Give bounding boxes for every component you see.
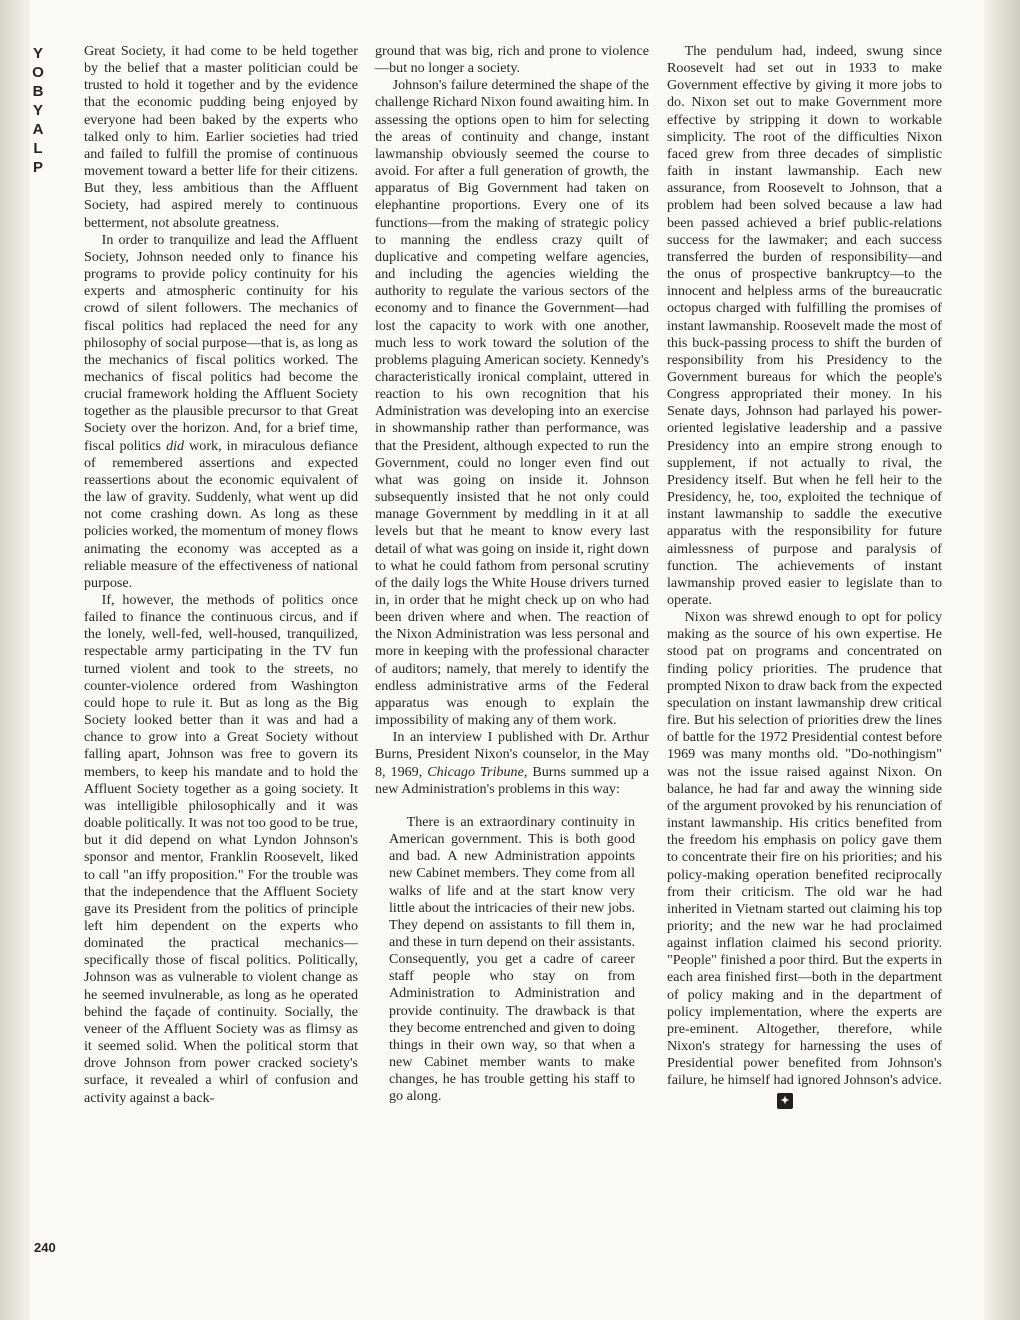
text-run: In order to tranquilize and lead the Affluent Society, Johnson needed only to finance his programs to provide policy continuity for his experts and atmospheric continuity for his crowd of silent followers. The mechanics of fiscal politics had replaced the need for any philosophy of social purpose—that is, as long as the mechanics of fiscal politics worked. The mechanics of fiscal politics had become the crucial framework holding the Affluent Society together as the plausible precursor to that Great Society over the horizon. And, for a brief time, fiscal politics: [84, 231, 358, 454]
page-edge-left: [0, 0, 30, 1320]
paragraph: Great Society, it had come to be held together by the belief that a master politician could be trusted to hold it together and by the evidence that the economic pudding being enjoyed by everyone had been baked by the experts who talked only to him. Earlier societies had tried and failed to fulfill the promise of continuous movement toward a better life for their citizens. But they, less ambitious than the Affluent Society, had aspired merely to continuous betterment, not absolute greatness.: [84, 43, 358, 231]
running-head-letter: Y: [32, 45, 43, 62]
running-head-playboy: [28, 44, 48, 177]
running-head-letter: A: [32, 121, 44, 138]
page-number: 240: [34, 1240, 56, 1255]
page-edge-right: [984, 0, 1020, 1320]
text-column-2: [375, 43, 649, 1106]
italic-publication-title: Chicago Tribune: [427, 763, 524, 780]
text-run: work, in miraculous defiance of remembered assertions and expected reassertions about the economic equivalent of the law of gravity. Suddenly, what went up did not come crashing down. As long as these policies worked, the momentum of money flows animating the economy was accepted as a reliable measure of the effectiveness of national purpose.: [84, 437, 358, 591]
paragraph: ground that was big, rich and prone to violence—but no longer a society.: [375, 43, 649, 77]
text-column-3: [667, 43, 942, 1109]
end-mark-line: [667, 1090, 942, 1109]
paragraph: If, however, the methods of politics once failed to finance the continuous circus, and if the lonely, well-fed, well-housed, tranquilized, respectable army participating in the TV fun turned violent and took to the streets, no counter-violence ordered from Washington could hope to rule it. But as long as the Big Society looked better than it was and had a chance to grow into a Great Society without falling apart, Johnson was free to govern its members, to keep his mandate and to hold the Affluent Society together as a going society. It was intelligible philosophically and it was doable politically. It was not too good to be true, but it did depend on what Lyndon Johnson's sponsor and mentor, Franklin Roosevelt, liked to call "an iffy proposition." For the trouble was that the independence that the Affluent Society gave its President from the politics of principle left him dependent on the experts who dominated the practical mechanics—specifically those of fiscal politics. Politically, Johnson was as vulnerable to violent change as he seemed invulnerable, as long as he operated behind the façade of continuity. Socially, the veneer of the Affluent Society was as flimsy as it seemed solid. When the political storm that drove Johnson from power cracked society's surface, it revealed a whirl of confusion and activity against a back-: [84, 592, 358, 1106]
text-column-1: [84, 43, 358, 1107]
block-quote: There is an extraordinary continuity in American government. This is both good and bad. A new Administration appoints new Cabinet members. They come from all walks of life and at the start know very little about the intricacies of their new jobs. They depend on assistants to fill them in, and these in turn depend on their assistants. Consequently, you get a cadre of career staff people who stay on from Administration to Administration and provide continuity. The drawback is that they become entrenched and given to doing things in their own way, so that when a new Cabinet member wants to make changes, he has trouble getting his staff to go along.: [389, 813, 635, 1105]
running-head-letter: Y: [32, 102, 43, 119]
running-head-letter: L: [33, 140, 43, 157]
running-head-letter: P: [32, 159, 43, 176]
text-run: , Burns summed up a new Administration's problems in this way:: [375, 763, 650, 797]
paragraph: Johnson's failure determined the shape of the challenge Richard Nixon found awaiting him. In assessing the options open to him for selecting the areas of continuity and change, instant lawmanship obviously seemed the course to avoid. For after a full generation of growth, the apparatus of Big Government had taken on elephantine proportions. Every one of its functions—from the making of strategic policy to manning the endless crazy quilt of duplicative and competing welfare agencies, and including the agencies wielding the authority to regulate the various sectors of the economy and to finance the Government—had lost the capacity to work with one another, much less to work toward the solution of the problems plaguing American society. Kennedy's characteristically ironical complaint, uttered in reaction to his own recognition that his Administration was developing into an exercise in showmanship rather than performance, was that the President, although expected to run the Government, could no longer even find out what was going on inside it. Johnson subsequently insisted that he not only could manage Government by meddling in it at all levels but that he meant to know every last detail of what was going on inside it, right down to what he could fathom from personal scrutiny of the daily logs the White House drivers turned in, in order that he might check up on who had been driven where and when. The reaction of the Nixon Administration was less personal and more in keeping with the professional character of auditors; namely, that merely to identify the endless administrative arms of the Federal apparatus was enough to explain the impossibility of making any of them work.: [375, 77, 649, 729]
paragraph: Nixon was shrewd enough to opt for policy making as the source of his own expertise. He stood pat on programs and concentrated on finding policy priorities. The prudence that prompted Nixon to draw back from the expected speculation on instant lawmanship drew critical fire. But his selection of priorities drew the lines of battle for the 1972 Presidential contest before 1969 was many months old. "Do-nothingism" was not the issue raised against Nixon. On balance, he had far and away the winning side of the argument provoked by his renunciation of instant lawmanship. His critics benefited from the freedom his emphasis on policy gave them to concentrate their fire on his priorities; and his policy-making operation benefited reciprocally from their criticism. The old war he had inherited in Vietnam started out claiming his top priority; and the new war he had proclaimed against inflation claimed his second priority. "People" finished a poor third. But the experts in each area finished first—both in the department of policy making and in the department of policy implementation, where the experts are pre-eminent. Altogether, therefore, while Nixon's strategy for harnessing the uses of Presidential power benefited from Johnson's failure, he himself had ignored Johnson's advice.: [667, 609, 942, 1089]
rabbit-head-end-mark-icon: ✦: [777, 1093, 793, 1109]
running-head-letter: B: [32, 83, 44, 100]
running-head-letter: O: [32, 64, 44, 81]
italic-text: did: [166, 437, 185, 454]
paragraph: The pendulum had, indeed, swung since Roosevelt had set out in 1933 to make Government effective by giving it more jobs to do. Nixon set out to make Government more effective by stripping it down to workable simplicity. The root of the difficulties Nixon faced grew from three decades of simplistic faith in instant lawmanship. Each new assurance, from Roosevelt to Johnson, that a problem had been solved because a law had been passed achieved a brief public-relations success for the lawmaker; and each success transferred the burden of responsibility—and the onus of prospective bankruptcy—to the innocent and helpless arms of the bureaucratic octopus charged with fulfilling the promises of instant lawmanship. Roosevelt made the most of this buck-passing process to shift the burden of responsibility from his Presidency to the Government bureaus for which the people's Congress appropriated their money. In his Senate days, Johnson had parlayed his power-oriented legislative leadership and a passive Presidency into an empire strong enough to supplement, if not actually to rival, the Presidency itself. But when he fell heir to the Presidency, he, too, exploited the technique of instant lawmanship to saddle the executive apparatus with the responsibility for future aimlessness of purpose and paralysis of function. The achievements of instant lawmanship proved easier to legislate than to operate.: [667, 43, 942, 608]
paragraph: [375, 729, 649, 798]
text-run: In an interview I published with Dr. Arthur Burns, President Nixon's counselor, in the May 8, 1969,: [375, 729, 649, 780]
paragraph: [84, 232, 358, 592]
